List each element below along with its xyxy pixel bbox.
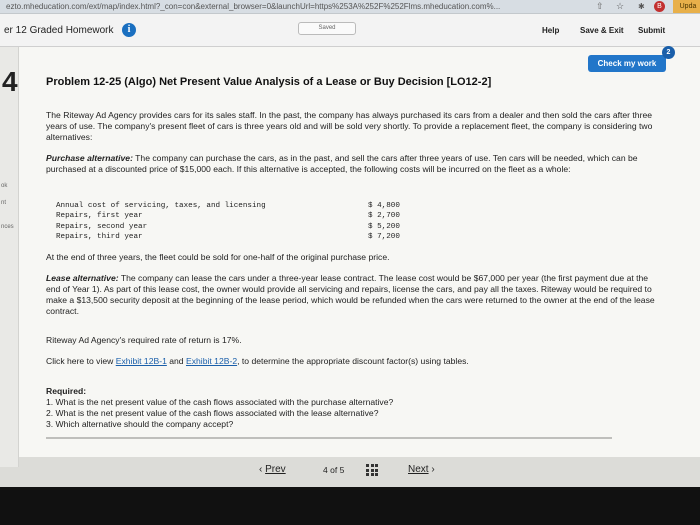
rail-label[interactable]: ok xyxy=(1,183,8,189)
purchase-heading: Purchase alternative: xyxy=(46,153,133,163)
required-rate: Riteway Ad Agency's required rate of return is 17%. xyxy=(46,335,242,345)
help-button[interactable]: Help xyxy=(542,26,560,35)
question-pager xyxy=(0,457,700,485)
lease-text: The company can lease the cars under a three-year lease contract. The lease cost would be $67,000 per year (the first payment due at the end of Year 1). As part of this lease cost, the owner would provide all servicing and repairs, license the cars, and pay all the taxes. Riteway would be required to make a $13,500 security deposit at the beginning of the lease period, which would be refunded when the cars were returned to the owner at the end of the lease contract. xyxy=(46,273,655,316)
exhibit-12b-2-link[interactable]: Exhibit 12B-2 xyxy=(185,356,238,366)
total-pages: 5 xyxy=(339,465,345,475)
exhibit-instructions xyxy=(46,356,660,367)
assignment-header xyxy=(0,14,700,47)
share-icon[interactable]: ⇧ xyxy=(596,1,604,11)
salvage-note: At the end of three years, the fleet could be sold for one-half of the original purchase price. xyxy=(46,252,390,262)
problem-title: Problem 12-25 (Algo) Net Present Value Analysis of a Lease or Buy Decision [LO12-2] xyxy=(46,76,492,88)
purchase-text: The company can purchase the cars, as in the past, and sell the cars after three years of use. Ten cars will be needed, which can be purchased at a discounted price of $15,000 each. If this alternative is accepted, the following costs will be incurred on the fleet as a whole: xyxy=(46,153,638,174)
browser-address-bar[interactable] xyxy=(0,0,700,14)
required-question: 3. Which alternative should the company accept? xyxy=(46,419,234,429)
cost-value: $ 2,700 xyxy=(368,212,400,221)
click-suffix: , to determine the appropriate discount factor(s) using tables. xyxy=(237,356,469,366)
cost-row xyxy=(56,232,420,242)
required-question: 2. What is the net present value of the cash flows associated with the lease alternative? xyxy=(46,408,379,418)
chevron-left-icon: ‹ xyxy=(259,464,266,475)
question-number: 4 xyxy=(2,66,18,97)
cost-value: $ 5,200 xyxy=(368,222,400,231)
rail-label[interactable]: nces xyxy=(1,224,14,230)
page-of: of xyxy=(330,465,338,475)
update-button[interactable]: Upda xyxy=(673,0,700,13)
url-text[interactable]: ezto.mheducation.com/ext/map/index.html?_con=con&external_browser=0&launchUrl=https%253A%252F%252Flms.mheducation.com%... xyxy=(6,2,501,11)
problem-intro: The Riteway Ad Agency provides cars for its sales staff. In the past, the company has always purchased its cars from a dealer and then sold the cars after three years of use. The company's present fleet of cars is three years old and will be sold very shortly. To provide a replacement fleet, the company is considering two alternatives: xyxy=(46,110,653,142)
required-question: 1. What is the net present value of the cash flows associated with the purchase alternative? xyxy=(46,397,394,407)
section-divider xyxy=(46,437,612,439)
cost-row xyxy=(56,222,420,232)
extension-icon[interactable]: ✱ xyxy=(638,2,645,11)
exhibit-12b-1-link[interactable]: Exhibit 12B-1 xyxy=(115,356,167,366)
cost-table xyxy=(56,201,420,243)
cost-row xyxy=(56,201,420,211)
bookmark-star-icon[interactable]: ☆ xyxy=(616,1,625,11)
question-grid-icon[interactable] xyxy=(366,464,378,476)
cost-label: Repairs, second year xyxy=(56,222,148,231)
cost-label: Repairs, third year xyxy=(56,233,143,242)
cost-row xyxy=(56,211,420,221)
profile-avatar[interactable]: B xyxy=(654,1,665,12)
save-exit-button[interactable]: Save & Exit xyxy=(580,26,624,35)
current-page: 4 xyxy=(323,465,328,475)
page-indicator xyxy=(323,465,344,475)
check-work-count-badge: 2 xyxy=(662,46,675,59)
saved-indicator: Saved xyxy=(298,22,356,35)
prev-button[interactable] xyxy=(259,464,286,475)
next-button[interactable] xyxy=(408,464,435,475)
cost-value: $ 4,800 xyxy=(368,202,400,210)
prev-label: Prev xyxy=(265,464,286,475)
next-label: Next xyxy=(408,464,429,475)
cost-label: Repairs, first year xyxy=(56,212,143,221)
required-label: Required: xyxy=(46,386,87,396)
rail-label[interactable]: nt xyxy=(1,200,7,206)
check-my-work-button[interactable]: Check my work xyxy=(588,55,666,72)
assignment-title: er 12 Graded Homework xyxy=(4,25,114,36)
cost-label: Annual cost of servicing, taxes, and licensing xyxy=(56,202,266,210)
info-icon[interactable]: i xyxy=(122,23,136,37)
required-section xyxy=(46,386,660,430)
lease-heading: Lease alternative: xyxy=(46,273,119,283)
chevron-right-icon: › xyxy=(428,464,435,475)
purchase-alternative xyxy=(46,153,660,175)
lease-alternative xyxy=(46,273,660,317)
screen-bottom-edge xyxy=(0,487,700,525)
submit-button[interactable]: Submit xyxy=(638,26,666,35)
click-prefix: Click here to view xyxy=(46,356,116,366)
left-rail xyxy=(0,47,19,467)
and-text: and xyxy=(166,356,186,366)
cost-value: $ 7,200 xyxy=(368,233,400,242)
